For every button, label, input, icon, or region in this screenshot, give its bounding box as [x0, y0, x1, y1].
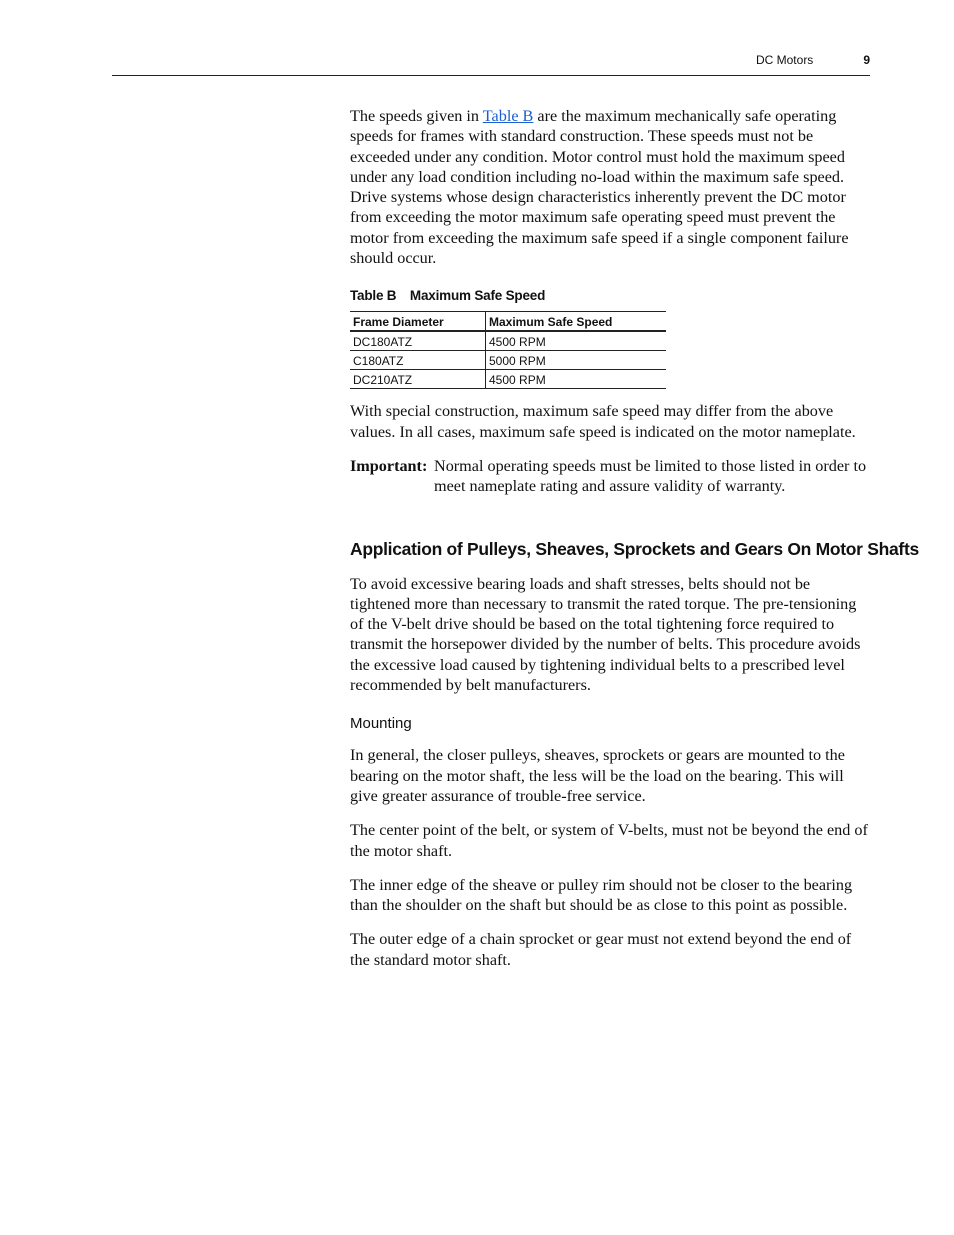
belt-tension-paragraph: To avoid excessive bearing loads and shaft stresses, belts should not be tightened more than necessary to transmit the rated torque. The pre-tensioning of the V-belt drive should be based on the total tightening force required to transmit the horsepower divided by the number of belts. This procedure avoids the excessive load caused by tightening individual belts to a prescribed level recommended by belt manufacturers.	[350, 574, 861, 695]
page-content	[350, 106, 919, 970]
table-cell-frame: DC180ATZ	[350, 331, 486, 351]
table-cell-frame: DC210ATZ	[350, 370, 486, 389]
table-cell-speed: 4500 RPM	[486, 370, 667, 389]
mounting-heading: Mounting	[350, 715, 412, 733]
important-note	[350, 456, 870, 497]
header-section-title: DC Motors	[755, 53, 814, 67]
table-header-row	[350, 312, 666, 332]
table-row	[350, 370, 666, 389]
mounting-paragraph: The inner edge of the sheave or pulley rim should not be closer to the bearing than the shoulder on the shaft but should be as close to this point as possible.	[350, 875, 853, 915]
table-caption-title: Maximum Safe Speed	[409, 288, 546, 304]
page-number: 9	[863, 53, 870, 67]
table-caption	[350, 288, 870, 303]
mounting-paragraph: The center point of the belt, or system of V-belts, must not be beyond the end of the motor shaft.	[350, 821, 868, 860]
column-header-max-safe-speed: Maximum Safe Speed	[486, 312, 667, 332]
column-header-frame-diameter: Frame Diameter	[350, 312, 486, 332]
table-cell-speed: 4500 RPM	[486, 331, 667, 351]
table-cell-frame: C180ATZ	[350, 351, 486, 370]
important-label: Important:	[350, 456, 428, 475]
intro-text-start: The speeds given in	[350, 107, 483, 125]
table-caption-label: Table B	[350, 288, 397, 304]
intro-text-end: are the maximum mechanically safe operating speeds for frames with standard construction. These speeds must not be exceeded under any condition. Motor control must hold the maximum speed under any load condition including no-load within the maximum safe speed. Drive systems whose design characteristics inherently prevent the DC motor from exceeding the motor maximum safe operating speed must prevent the motor from exceeding the maximum safe speed if a single component failure should occur.	[350, 107, 849, 268]
special-construction-paragraph: With special construction, maximum safe speed may differ from the above values. In all cases, maximum safe speed is indicated on the motor nameplate.	[350, 402, 856, 441]
running-header	[756, 53, 870, 67]
mounting-paragraph: The outer edge of a chain sprocket or gear must not extend beyond the end of the standard motor shaft.	[350, 930, 852, 969]
header-rule	[112, 75, 870, 76]
max-safe-speed-table	[350, 311, 666, 389]
intro-paragraph	[350, 106, 870, 268]
mounting-paragraph: In general, the closer pulleys, sheaves, sprockets or gears are mounted to the bearing on the motor shaft, the less will be the load on the bearing. This will give greater assurance of trouble-free service.	[350, 746, 845, 805]
table-b-link[interactable]: Table B	[482, 107, 534, 125]
important-text: Normal operating speeds must be limited to those listed in order to meet nameplate rating and assure validity of warranty.	[434, 456, 867, 496]
table-row	[350, 331, 666, 351]
table-cell-speed: 5000 RPM	[486, 351, 667, 370]
section-heading: Application of Pulleys, Sheaves, Sprockets and Gears On Motor Shafts	[350, 538, 919, 559]
table-row	[350, 351, 666, 370]
